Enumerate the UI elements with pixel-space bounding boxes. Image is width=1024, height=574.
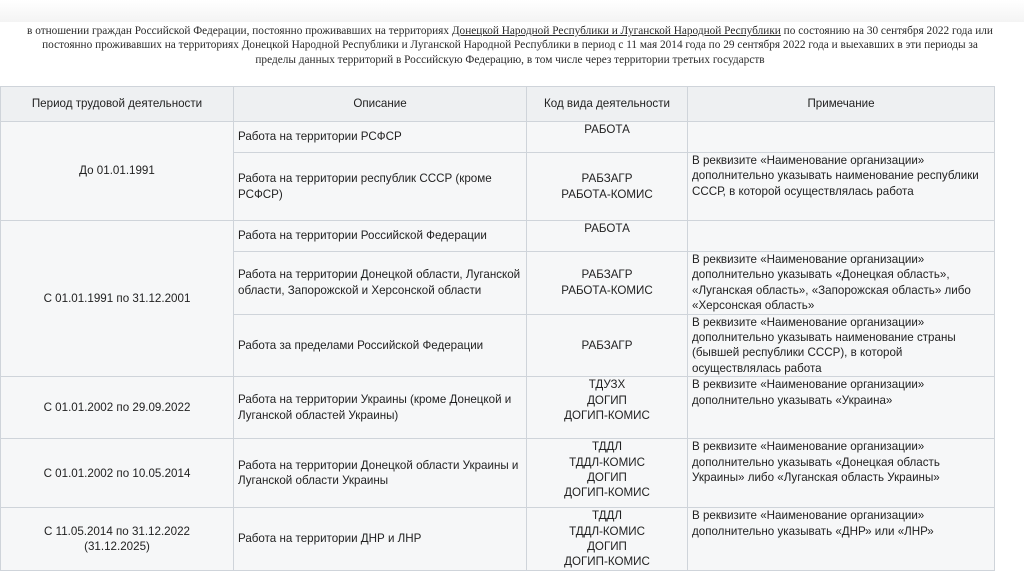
note-cell: В реквизите «Наименование организации» дополнительно указывать «Донецкая область», «Луганская область», «Запорожская область» либо «Херсонская область»: [688, 252, 995, 315]
header-note: Примечание: [688, 87, 995, 122]
header-period: Период трудовой деятельности: [1, 87, 234, 122]
note-cell: [688, 221, 995, 252]
description-cell: Работа на территории Донецкой области, Луганской области, Запорожской и Херсонской области: [234, 252, 527, 315]
period-cell: [1, 508, 234, 571]
description-cell: Работа на территории ДНР и ЛНР: [234, 508, 527, 571]
note-cell: [688, 122, 995, 153]
code-value: ТДДЛ: [591, 509, 622, 523]
table-row: [1, 439, 995, 508]
description-cell: Работа на территории Донецкой области Украины и Луганской области Украины: [234, 439, 527, 508]
period-cell: С 01.01.2002 по 10.05.2014: [1, 439, 234, 508]
code-value: РАБОТА-КОМИС: [561, 283, 653, 297]
code-cell: [527, 122, 688, 153]
code-value: РАБОТА: [584, 123, 630, 136]
code-cell: [527, 439, 688, 508]
table-row: [1, 377, 995, 439]
note-cell: В реквизите «Наименование организации» дополнительно указывать «Донецкая область Украины» либо «Луганская область Украины»: [688, 439, 995, 508]
code-value: РАБЗАГР: [581, 172, 633, 186]
code-value: ТДДЛ-КОМИС: [569, 455, 645, 469]
table-row: [1, 508, 995, 571]
code-value: ДОГИП: [587, 393, 627, 407]
description-cell: Работа на территории республик СССР (кроме РСФСР): [234, 153, 527, 221]
top-strip: [0, 0, 1024, 22]
period-cell: До 01.01.1991: [1, 122, 234, 221]
code-value: ДОГИП-КОМИС: [564, 409, 650, 423]
description-cell: Работа на территории Украины (кроме Донецкой и Луганской областей Украины): [234, 377, 527, 439]
code-value: ТДУЗХ: [588, 378, 626, 392]
description-cell: Работа за пределами Российской Федерации: [234, 314, 527, 377]
period-cell: С 01.01.2002 по 29.09.2022: [1, 377, 234, 439]
header-activity-code: Код вида деятельности: [527, 87, 688, 122]
code-value: ДОГИП-КОМИС: [564, 555, 650, 569]
code-value: ТДДЛ: [591, 440, 622, 454]
header-description: Описание: [234, 87, 527, 122]
period-cell: С 01.01.1991 по 31.12.2001: [1, 221, 234, 377]
description-cell: Работа на территории РСФСР: [234, 122, 527, 153]
code-value: РАБЗАГР: [581, 338, 633, 352]
code-value: РАБЗАГР: [581, 268, 633, 282]
intro-paragraph: [22, 24, 998, 67]
table-row: [1, 221, 995, 252]
code-cell: [527, 221, 688, 252]
activity-code-table: [0, 86, 995, 571]
description-cell: Работа на территории Российской Федерации: [234, 221, 527, 252]
code-cell: [527, 153, 688, 221]
code-value: РАБОТА-КОМИС: [561, 187, 653, 201]
period-line-extra: (31.12.2025): [84, 540, 150, 554]
code-value: ДОГИП: [587, 471, 627, 485]
code-value: ДОГИП: [587, 540, 627, 554]
note-cell: В реквизите «Наименование организации» дополнительно указывать наименование страны (бывшей республики СССР), в которой осуществлялась работа: [688, 314, 995, 377]
note-cell: В реквизите «Наименование организации» дополнительно указывать «ДНР» или «ЛНР»: [688, 508, 995, 571]
code-value: ТДДЛ-КОМИС: [569, 524, 645, 538]
code-cell: [527, 508, 688, 571]
code-cell: [527, 377, 688, 439]
note-cell: В реквизите «Наименование организации» дополнительно указывать «Украина»: [688, 377, 995, 439]
table-row: [1, 122, 995, 153]
code-value: РАБОТА: [584, 222, 630, 235]
intro-text-2: по состоянию на 30 сентября 2022 года или постоянно проживавших на территориях Донецкой Народной Республики и Луганской Народной Республики в период с 11 мая 2014 года по 29 сентября 2022 года и выехавших в эти периоды за пределы данных территорий в Российскую Федерацию, в том числе через территории третьих государств: [42, 25, 993, 66]
intro-underlined-republics: Донецкой Народной Республики и Луганской Народной Республики: [451, 25, 781, 37]
note-cell: В реквизите «Наименование организации» дополнительно указывать наименование республики СССР, в которой осуществлялась работа: [688, 153, 995, 221]
header-row: [1, 87, 995, 122]
code-value: ДОГИП-КОМИС: [564, 486, 650, 500]
period-line: С 11.05.2014 по 31.12.2022: [44, 524, 190, 538]
code-cell: [527, 252, 688, 315]
code-cell: [527, 314, 688, 377]
intro-text-1: в отношении граждан Российской Федерации, постоянно проживавших на территориях: [27, 25, 452, 37]
